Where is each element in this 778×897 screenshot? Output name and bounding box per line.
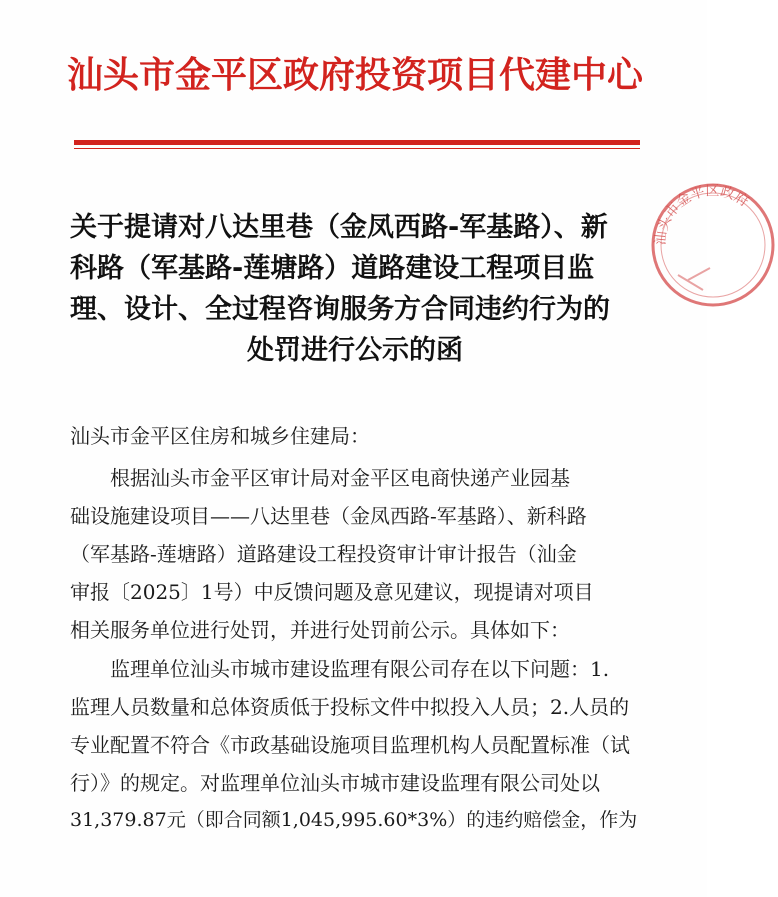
title-line-4: 处罚进行公示的函 <box>247 335 463 366</box>
letterhead-rule-thin <box>74 148 640 149</box>
body-line-1: 根据汕头市金平区审计局对金平区电商快递产业园基 <box>70 466 570 490</box>
official-seal-stamp <box>648 180 778 310</box>
body-line-8: 专业配置不符合《市政基础设施项目监理机构人员配置标准（试 <box>70 733 630 757</box>
body-line-3: （军基路-莲塘路）道路建设工程投资审计审计报告（汕金 <box>70 542 577 566</box>
body-line-7: 监理人员数量和总体资质低于投标文件中拟投入人员；2.人员的 <box>70 695 630 719</box>
letterhead-org-name: 汕头市金平区政府投资项目代建中心 <box>66 54 643 96</box>
body-line-5: 相关服务单位进行处罚，并进行处罚前公示。具体如下： <box>70 618 570 642</box>
body-line-9: 行）》的规定。对监理单位汕头市城市建设监理有限公司处以 <box>70 771 600 795</box>
body-line-2: 础设施建设项目——八达里巷（金凤西路-军基路）、新科路 <box>70 504 587 528</box>
title-line-1: 关于提请对八达里巷（金凤西路-军基路）、新 <box>70 212 608 243</box>
title-line-3: 理、设计、全过程咨询服务方合同违约行为的 <box>70 294 610 325</box>
letterhead-rule-thick <box>74 140 640 145</box>
svg-text:汕头市金平区政府: 汕头市金平区政府 <box>652 183 752 246</box>
body-line-4: 审报〔2025〕1号）中反馈问题及意见建议，现提请对项目 <box>70 580 594 604</box>
document-title <box>70 207 640 371</box>
title-line-2: 科路（军基路-莲塘路）道路建设工程项目监 <box>70 253 595 284</box>
body-line-6: 监理单位汕头市城市建设监理有限公司存在以下问题：1. <box>70 657 610 681</box>
salutation: 汕头市金平区住房和城乡住建局： <box>70 424 370 448</box>
body-line-10: 31,379.87元（即合同额1,045,995.60*3%）的违约赔偿金，作为 <box>70 809 638 831</box>
